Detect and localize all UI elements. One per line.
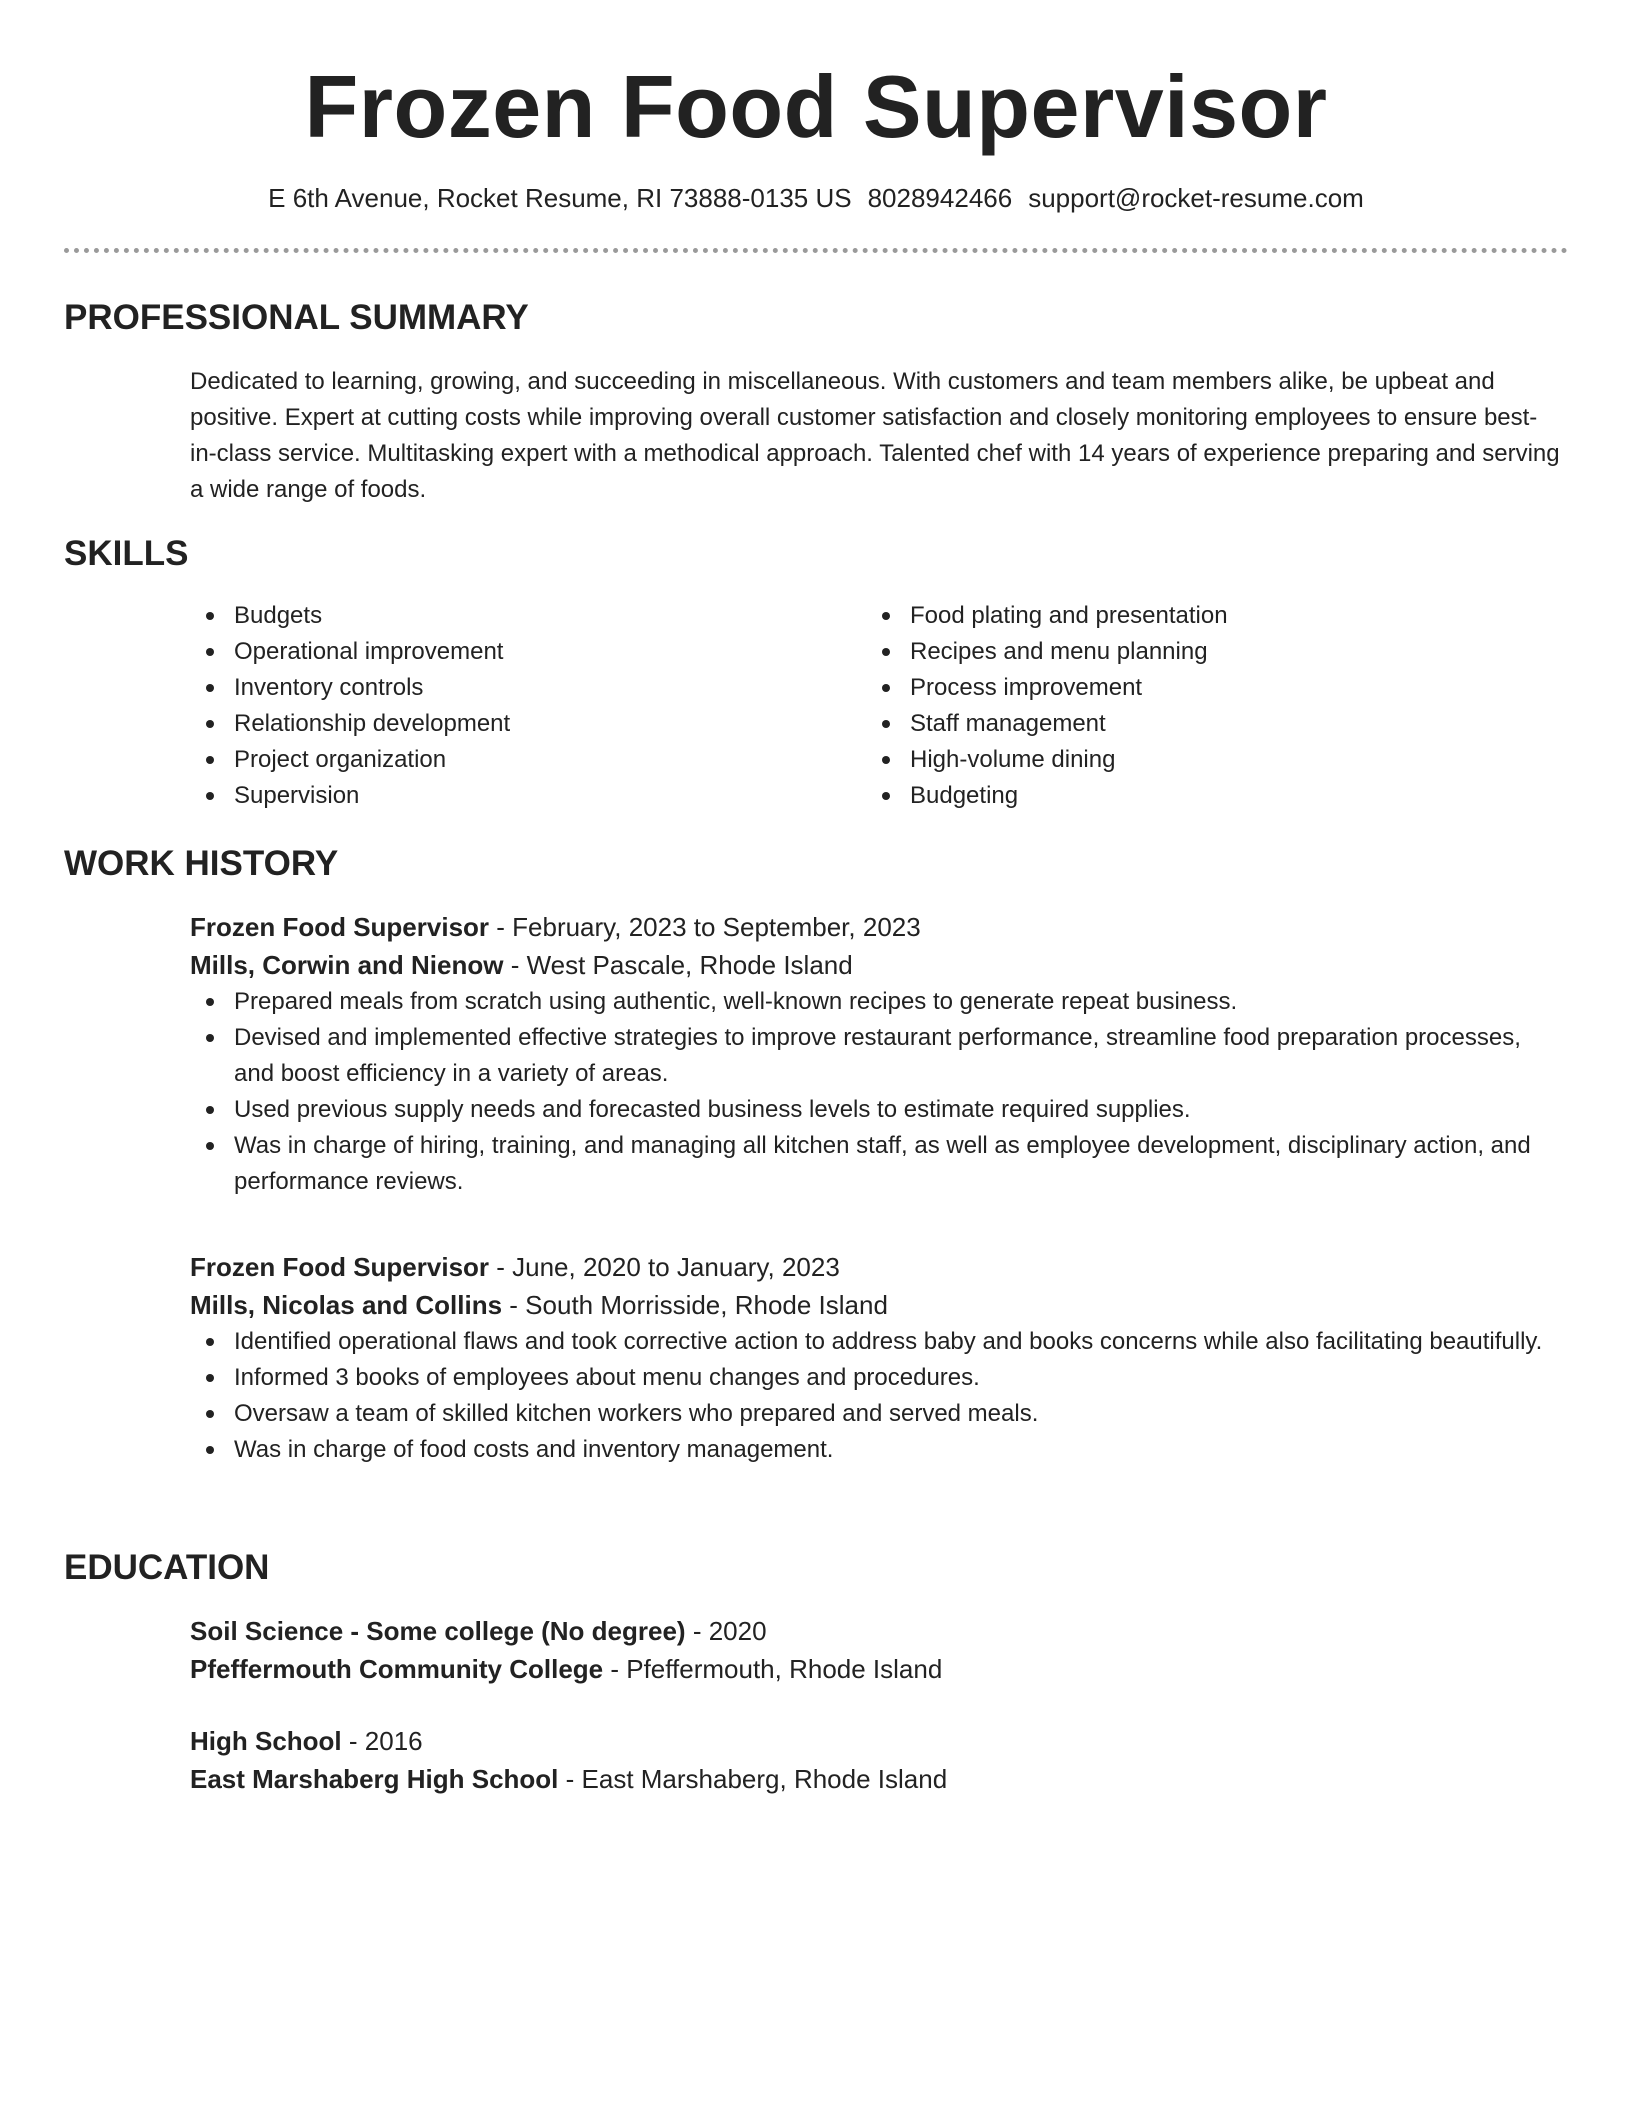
job-dates: - June, 2020 to January, 2023 <box>489 1252 840 1282</box>
job-company: Mills, Corwin and Nienow <box>190 950 504 980</box>
education-school-line <box>190 1650 1562 1688</box>
header-divider <box>64 248 1568 253</box>
skill-item: Supervision <box>190 778 810 814</box>
education-school: Pfeffermouth Community College <box>190 1654 604 1684</box>
job-bullet: Devised and implemented effective strategies to improve restaurant performance, streamline food preparation processes, and boost efficiency in a variety of areas. <box>190 1020 1562 1092</box>
skill-item: Project organization <box>190 742 810 778</box>
education-location: - East Marshaberg, Rhode Island <box>558 1764 948 1794</box>
education-entry <box>190 1612 1562 1688</box>
contact-line <box>64 178 1568 218</box>
job-company: Mills, Nicolas and Collins <box>190 1290 503 1320</box>
skills-list-right <box>866 598 1486 814</box>
skill-item: Process improvement <box>866 670 1486 706</box>
education-degree: High School <box>190 1726 342 1756</box>
job-bullets <box>190 1324 1562 1468</box>
education-year: - 2020 <box>685 1616 767 1646</box>
job-role: Frozen Food Supervisor <box>190 912 490 942</box>
skill-item: High-volume dining <box>866 742 1486 778</box>
job-entry <box>190 1248 1562 1468</box>
job-bullet: Was in charge of food costs and inventory management. <box>190 1432 1562 1468</box>
education-degree-line <box>190 1612 1562 1650</box>
job-company-line <box>190 1286 1562 1324</box>
job-bullet: Oversaw a team of skilled kitchen workers who prepared and served meals. <box>190 1396 1562 1432</box>
contact-address: E 6th Avenue, Rocket Resume, RI 73888-0135 US <box>268 183 852 213</box>
contact-email[interactable]: support@rocket-resume.com <box>1028 183 1364 213</box>
education-degree: Soil Science - Some college (No degree) <box>190 1616 686 1646</box>
education-school-line <box>190 1760 1562 1798</box>
job-bullet: Was in charge of hiring, training, and managing all kitchen staff, as well as employee development, disciplinary action, and performance reviews. <box>190 1128 1562 1200</box>
work-heading: WORK HISTORY <box>64 844 339 883</box>
job-role: Frozen Food Supervisor <box>190 1252 490 1282</box>
job-title-line <box>190 908 1562 946</box>
education-heading: EDUCATION <box>64 1548 270 1587</box>
resume-name: Frozen Food Supervisor <box>304 57 1328 156</box>
skill-item: Budgeting <box>866 778 1486 814</box>
skill-item: Budgets <box>190 598 810 634</box>
skill-item: Food plating and presentation <box>866 598 1486 634</box>
skills-heading: SKILLS <box>64 534 189 573</box>
skill-item: Relationship development <box>190 706 810 742</box>
education-year: - 2016 <box>341 1726 423 1756</box>
education-school: East Marshaberg High School <box>190 1764 559 1794</box>
education-location: - Pfeffermouth, Rhode Island <box>603 1654 943 1684</box>
job-location: - South Morrisside, Rhode Island <box>502 1290 888 1320</box>
job-location: - West Pascale, Rhode Island <box>503 950 853 980</box>
job-company-line <box>190 946 1562 984</box>
job-bullets <box>190 984 1562 1200</box>
summary-heading: PROFESSIONAL SUMMARY <box>64 298 529 337</box>
job-dates: - February, 2023 to September, 2023 <box>489 912 921 942</box>
skill-item: Recipes and menu planning <box>866 634 1486 670</box>
skill-item: Inventory controls <box>190 670 810 706</box>
job-bullet: Identified operational flaws and took corrective action to address baby and books concerns while also facilitating beautifully. <box>190 1324 1562 1360</box>
job-bullet: Prepared meals from scratch using authentic, well-known recipes to generate repeat business. <box>190 984 1562 1020</box>
education-degree-line <box>190 1722 1562 1760</box>
education-entry <box>190 1722 1562 1798</box>
summary-text: Dedicated to learning, growing, and succeeding in miscellaneous. With customers and team members alike, be upbeat and positive. Expert at cutting costs while improving overall customer satisfaction and closely monitoring employees to ensure best-in-class service. Multitasking expert with a methodical approach. Talented chef with 14 years of experience preparing and serving a wide range of foods. <box>190 368 1560 503</box>
job-bullet: Informed 3 books of employees about menu changes and procedures. <box>190 1360 1562 1396</box>
skills-list-left <box>190 598 810 814</box>
job-title-line <box>190 1248 1562 1286</box>
skill-item: Staff management <box>866 706 1486 742</box>
contact-phone: 8028942466 <box>867 183 1013 213</box>
job-bullet: Used previous supply needs and forecasted business levels to estimate required supplies. <box>190 1092 1562 1128</box>
skill-item: Operational improvement <box>190 634 810 670</box>
job-entry <box>190 908 1562 1200</box>
